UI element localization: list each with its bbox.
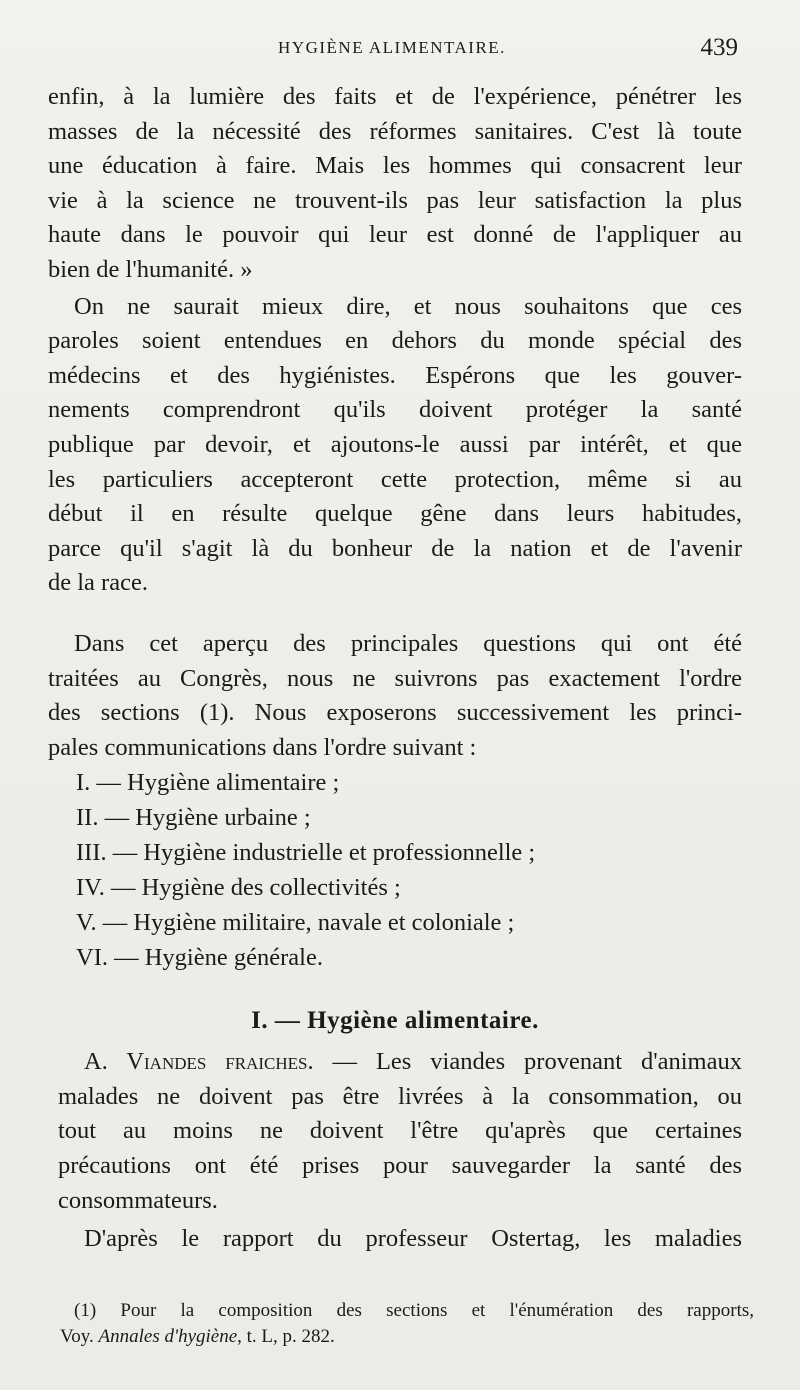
text-line: tout au moins ne doivent l'être qu'après que certaines xyxy=(58,1117,742,1145)
list-item: II. — Hygiène urbaine ; xyxy=(76,804,311,832)
footnote xyxy=(60,1298,754,1350)
paragraph-3 xyxy=(48,601,742,765)
text-line: pales communications dans l'ordre suivant : xyxy=(48,733,477,761)
section-heading: I. — Hygiène alimentaire. xyxy=(251,1007,539,1035)
list-item: I. — Hygiène alimentaire ; xyxy=(76,769,340,797)
paragraph-2 xyxy=(48,288,742,601)
text-line: malades ne doivent pas être livrées à la consommation, ou xyxy=(58,1082,742,1110)
text-line: paroles soient entendues en dehors du monde spécial des xyxy=(48,327,742,355)
text-line: publique par devoir, et ajoutons-le aussi par intérêt, et que xyxy=(48,430,742,458)
main-text xyxy=(48,80,742,1257)
list-item: IV. — Hygiène des collectivités ; xyxy=(76,874,401,902)
text-line: précautions ont été prises pour sauvegarder la santé des xyxy=(58,1152,742,1180)
text-run: Voy. xyxy=(60,1326,99,1347)
running-title: HYGIÈNE ALIMENTAIRE. xyxy=(278,38,506,57)
footnote-line xyxy=(60,1324,754,1350)
text-line: consommateurs. xyxy=(58,1186,218,1214)
text-line: enfin, à la lumière des faits et de l'expérience, pénétrer les xyxy=(48,83,742,110)
text-run: — Les viandes provenant d'animaux xyxy=(313,1048,742,1076)
paragraph-1 xyxy=(48,80,742,288)
text-line: des sections (1). Nous exposerons successivement les princi- xyxy=(48,699,742,727)
text-line: vie à la science ne trouvent-ils pas leur satisfaction la plus xyxy=(48,186,742,214)
text-run: , t. L, p. 282. xyxy=(237,1326,335,1347)
running-head xyxy=(46,34,738,64)
text-line: bien de l'humanité. » xyxy=(48,255,253,283)
paragraph-5 xyxy=(48,1218,742,1257)
text-line: traitées au Congrès, nous ne suivrons pas exactement l'ordre xyxy=(48,664,742,692)
page-number: 439 xyxy=(700,34,738,61)
text-line: masses de la nécessité des réformes sanitaires. C'est là toute xyxy=(48,117,742,145)
list-item: III. — Hygiène industrielle et professionnelle ; xyxy=(76,839,536,867)
text-line-with-lead xyxy=(58,1045,742,1080)
text-line: haute dans le pouvoir qui leur est donné de l'appliquer au xyxy=(48,221,742,249)
text-line: On ne saurait mieux dire, et nous souhaitons que ces xyxy=(74,292,742,320)
text-line: parce qu'il s'agit là du bonheur de la nation et de l'avenir xyxy=(48,534,742,562)
subsection-lead: A. Viandes fraiches. xyxy=(84,1048,314,1076)
text-line: début il en résulte quelque gêne dans leurs habitudes, xyxy=(48,500,742,528)
journal-title: Annales d'hygiène xyxy=(98,1326,238,1347)
sections-list xyxy=(48,765,742,975)
paragraph-4 xyxy=(48,1039,742,1218)
list-item: V. — Hygiène militaire, navale et coloniale ; xyxy=(76,909,515,937)
list-item: VI. — Hygiène générale. xyxy=(76,944,323,972)
text-line: nements comprendront qu'ils doivent protéger la santé xyxy=(48,396,742,424)
text-line: D'après le rapport du professeur Ostertag, les maladies xyxy=(84,1225,742,1253)
text-line: une éducation à faire. Mais les hommes qui consacrent leur xyxy=(48,152,742,180)
text-line: de la race. xyxy=(48,569,148,597)
text-line: Dans cet aperçu des principales questions qui ont été xyxy=(74,629,742,657)
text-line: médecins et des hygiénistes. Espérons que les gouver- xyxy=(48,361,742,389)
footnote-line: (1) Pour la composition des sections et l'énumération des rapports, xyxy=(74,1300,754,1321)
text-line: les particuliers accepteront cette protection, même si au xyxy=(48,465,742,493)
